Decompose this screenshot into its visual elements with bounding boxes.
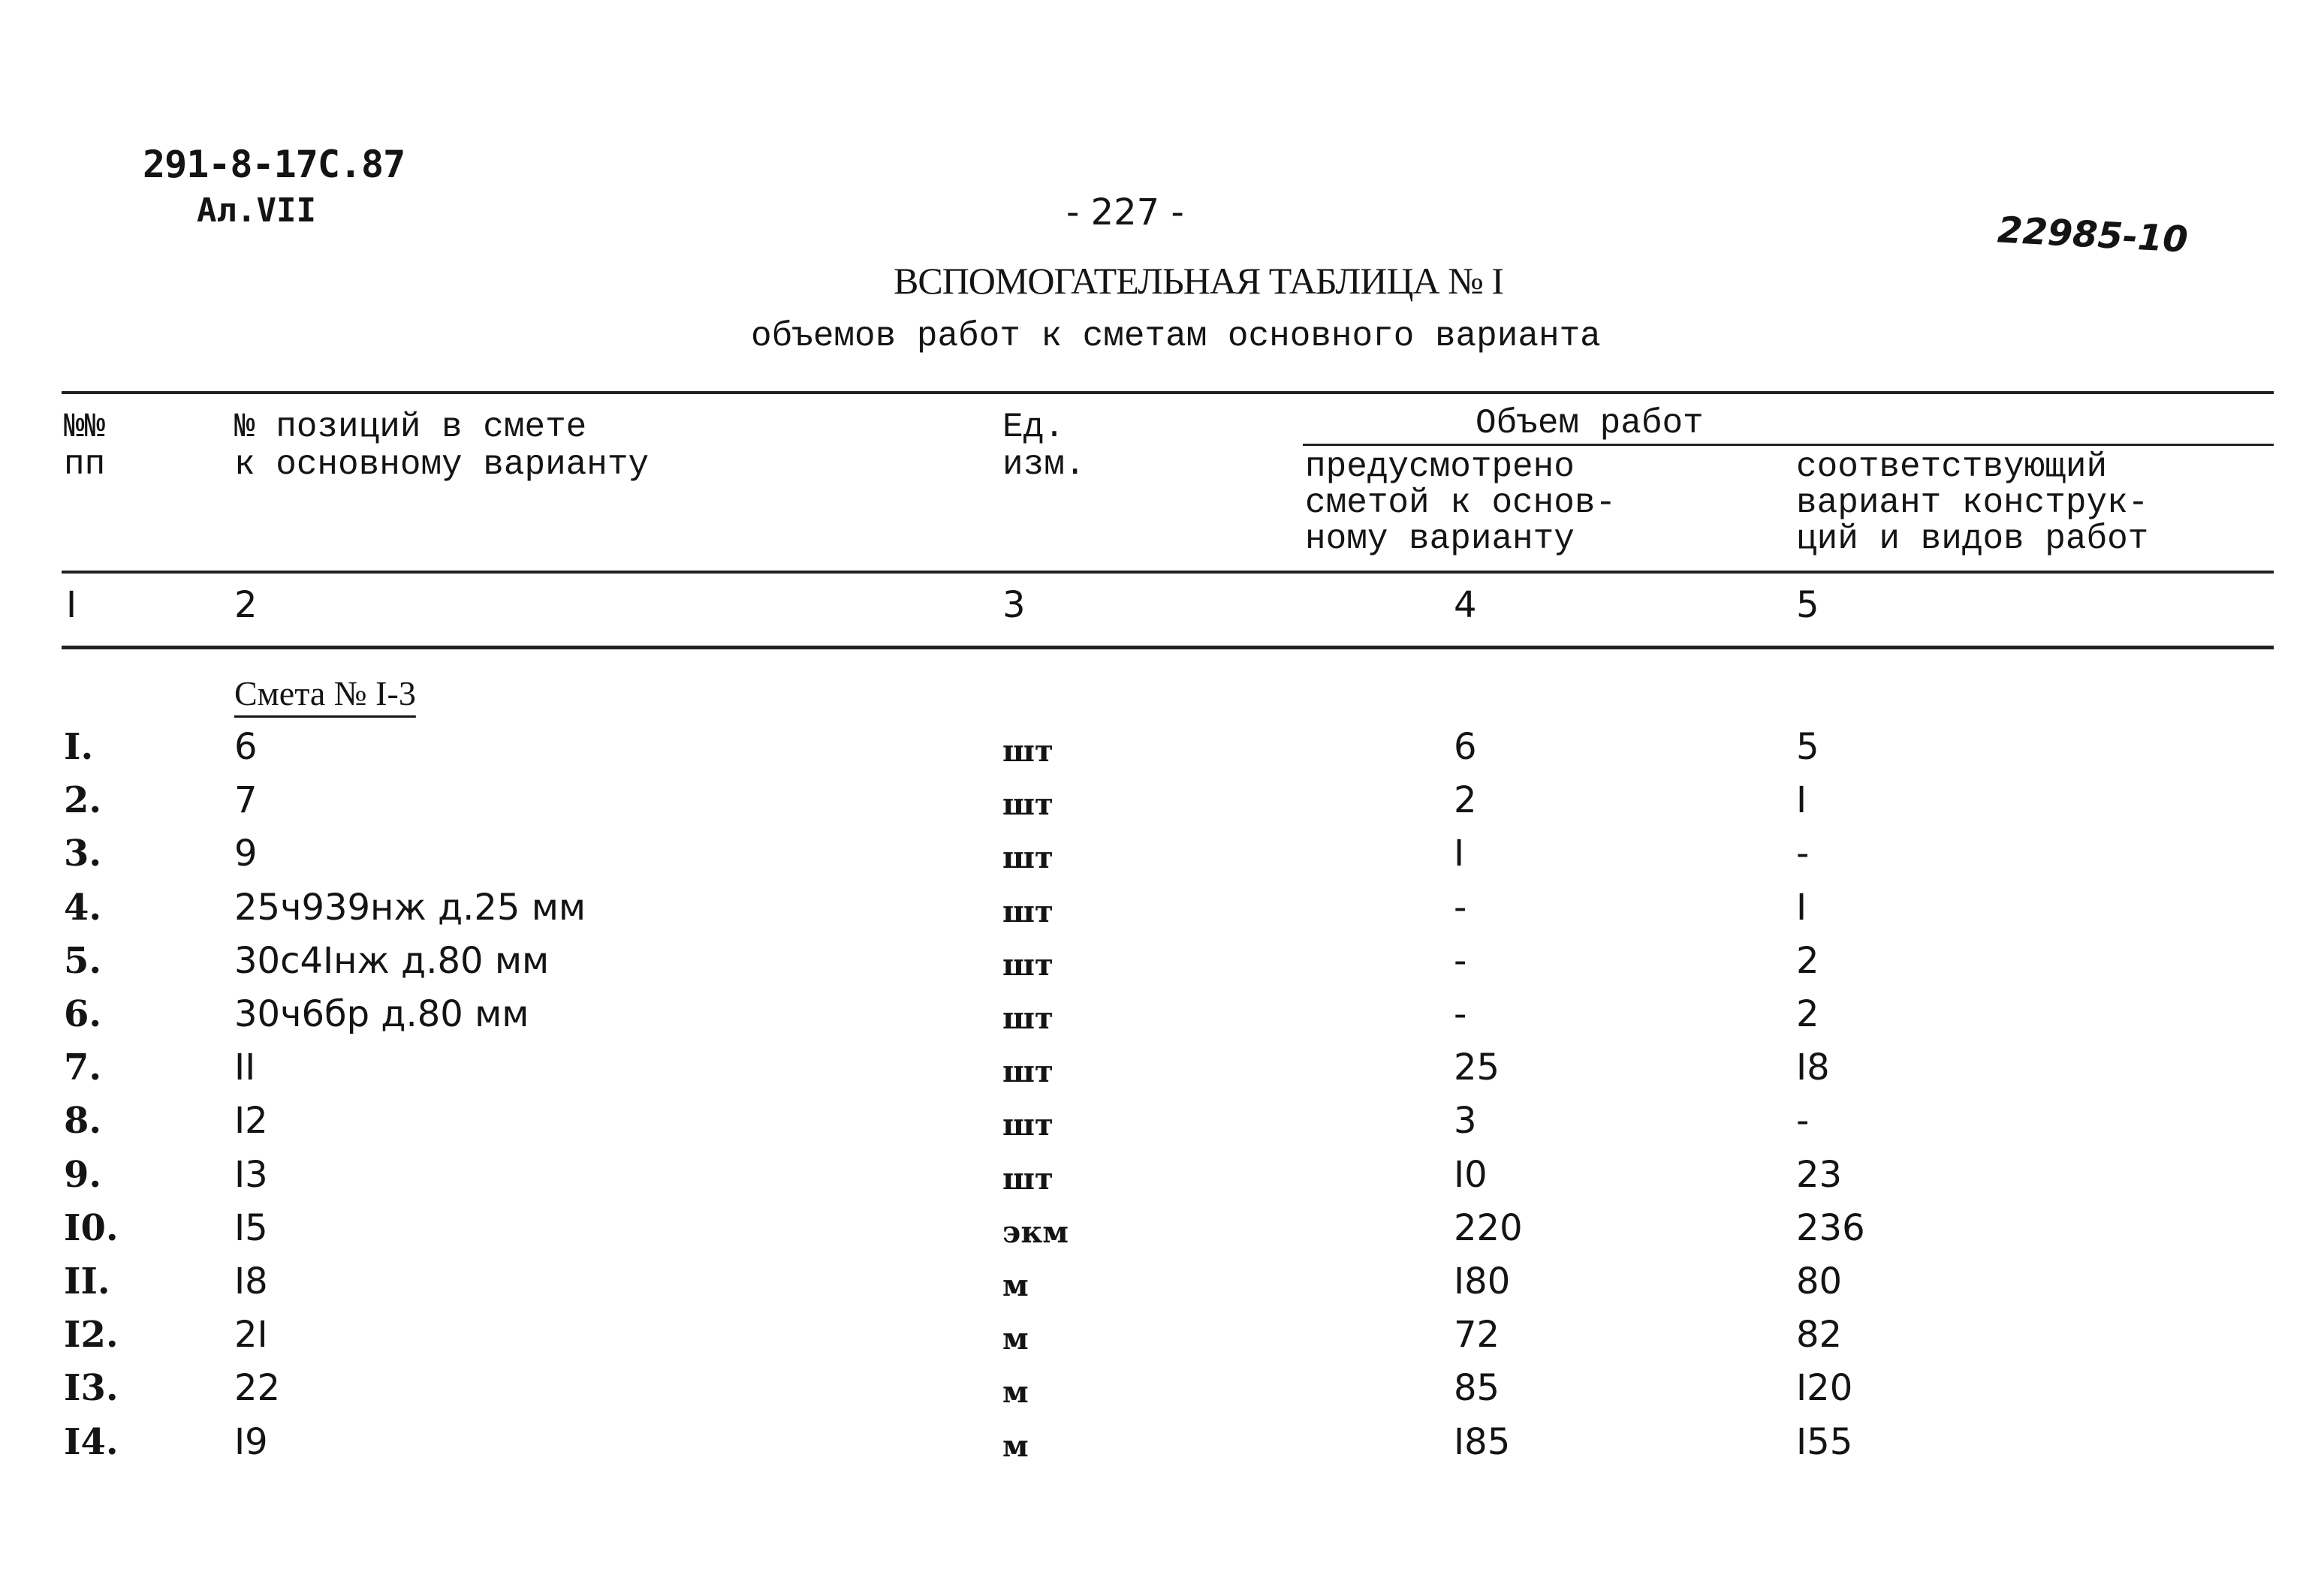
row-8-v5: -: [1796, 1100, 1810, 1142]
row-6-v5: 2: [1796, 993, 1819, 1035]
row-13-no: I3.: [64, 1367, 119, 1409]
row-13-v5: I20: [1796, 1367, 1853, 1409]
row-12-v4: 72: [1454, 1314, 1500, 1356]
section-title: [234, 673, 454, 713]
table-subtitle: объемов работ к сметам основного варианта: [751, 317, 1601, 356]
row-3-v5: -: [1796, 833, 1810, 875]
header-col5-line1: соответствующий: [1796, 447, 2108, 486]
handwritten-stamp: 22985-10: [1996, 209, 2190, 261]
row-9-unit: шт: [1002, 1161, 1054, 1197]
row-11-v4: I80: [1454, 1260, 1511, 1302]
row-7-v4: 25: [1454, 1046, 1500, 1089]
header-col5-line2: вариант конструк-: [1796, 483, 2149, 522]
row-10-unit: экм: [1002, 1215, 1069, 1250]
row-8-no: 8.: [64, 1100, 102, 1142]
row-6-unit: шт: [1002, 1001, 1054, 1036]
row-7-unit: шт: [1002, 1054, 1054, 1089]
row-8-v4: 3: [1454, 1100, 1477, 1142]
header-volume-group: Объем работ: [1476, 404, 1704, 443]
row-8-unit: шт: [1002, 1107, 1054, 1143]
row-11-v5: 80: [1796, 1260, 1843, 1302]
column-number-2: 2: [234, 584, 258, 626]
table-top-rule: [62, 391, 2274, 394]
row-11-unit: м: [1002, 1268, 1029, 1303]
row-14-no: I4.: [64, 1421, 119, 1463]
row-14-v4: I85: [1454, 1421, 1511, 1463]
row-4-v4: -: [1454, 887, 1467, 929]
row-1-pos: 6: [234, 726, 258, 768]
row-9-no: 9.: [64, 1154, 102, 1196]
row-2-pos: 7: [234, 779, 258, 821]
table-title: ВСПОМОГАТЕЛЬНАЯ ТАБЛИЦА № I: [894, 260, 1503, 302]
row-14-pos: I9: [234, 1421, 268, 1463]
row-9-pos: I3: [234, 1154, 268, 1196]
row-9-v5: 23: [1796, 1154, 1843, 1196]
row-10-pos: I5: [234, 1207, 268, 1249]
row-4-v5: I: [1796, 887, 1807, 929]
row-10-no: I0.: [64, 1207, 119, 1249]
row-8-pos: I2: [234, 1100, 268, 1142]
row-13-v4: 85: [1454, 1367, 1500, 1409]
row-3-v4: I: [1454, 833, 1465, 875]
row-9-v4: I0: [1454, 1154, 1488, 1196]
document-code: 291-8-17С.87: [143, 143, 405, 186]
row-7-pos: II: [234, 1046, 256, 1089]
header-col4-line2: сметой к основ-: [1305, 483, 1617, 522]
row-5-unit: шт: [1002, 947, 1054, 983]
column-number-4: 4: [1454, 584, 1477, 626]
row-2-unit: шт: [1002, 787, 1054, 822]
row-10-v5: 236: [1796, 1207, 1865, 1249]
row-3-no: 3.: [64, 833, 102, 875]
volume-group-rule: [1303, 444, 2274, 446]
page-number: - 227 -: [1066, 191, 1184, 233]
row-2-v4: 2: [1454, 779, 1477, 821]
row-5-no: 5.: [64, 940, 102, 982]
row-11-no: II.: [64, 1260, 110, 1302]
header-col2-line1: № позиций в смете: [234, 408, 587, 447]
row-5-v4: -: [1454, 940, 1467, 982]
row-2-no: 2.: [64, 779, 102, 821]
row-5-v5: 2: [1796, 940, 1819, 982]
header-bottom-rule: [62, 571, 2274, 574]
row-11-pos: I8: [234, 1260, 268, 1302]
sheet-label: Ал.VII: [197, 191, 316, 230]
row-13-pos: 22: [234, 1367, 281, 1409]
row-6-no: 6.: [64, 993, 102, 1035]
row-12-unit: м: [1002, 1321, 1029, 1357]
row-4-unit: шт: [1002, 894, 1054, 929]
row-3-pos: 9: [234, 833, 258, 875]
header-col4-line1: предусмотрено: [1305, 447, 1575, 486]
column-numbers-rule: [62, 646, 2274, 649]
row-7-no: 7.: [64, 1046, 102, 1089]
row-7-v5: I8: [1796, 1046, 1830, 1089]
row-10-v4: 220: [1454, 1207, 1523, 1249]
row-6-v4: -: [1454, 993, 1467, 1035]
row-13-unit: м: [1002, 1375, 1029, 1410]
row-1-no: I.: [64, 726, 94, 768]
section-title-text: Смета № I-3: [234, 674, 416, 712]
header-col5-line3: ций и видов работ: [1796, 519, 2149, 559]
header-col4-line3: ному варианту: [1305, 519, 1575, 559]
row-2-v5: I: [1796, 779, 1807, 821]
row-4-pos: 25ч939нж д.25 мм: [234, 887, 586, 929]
header-col3-line2: изм.: [1002, 445, 1086, 484]
row-1-unit: шт: [1002, 733, 1054, 769]
row-6-pos: 30ч6бр д.80 мм: [234, 993, 529, 1035]
row-14-v5: I55: [1796, 1421, 1853, 1463]
column-number-5: 5: [1796, 584, 1819, 626]
header-col1-line2: пп: [64, 445, 106, 484]
row-5-pos: 30с4Iнж д.80 мм: [234, 940, 550, 982]
header-col3-line1: Ед.: [1002, 408, 1065, 447]
header-col1-line1: №№: [64, 408, 106, 447]
row-4-no: 4.: [64, 887, 102, 929]
row-1-v5: 5: [1796, 726, 1819, 768]
column-number-3: 3: [1002, 584, 1026, 626]
row-12-v5: 82: [1796, 1314, 1843, 1356]
row-12-pos: 2I: [234, 1314, 268, 1356]
column-number-1: I: [66, 584, 77, 626]
row-3-unit: шт: [1002, 840, 1054, 875]
row-12-no: I2.: [64, 1314, 119, 1356]
row-14-unit: м: [1002, 1429, 1029, 1464]
header-col2-line2: к основному варианту: [234, 445, 650, 484]
row-1-v4: 6: [1454, 726, 1477, 768]
